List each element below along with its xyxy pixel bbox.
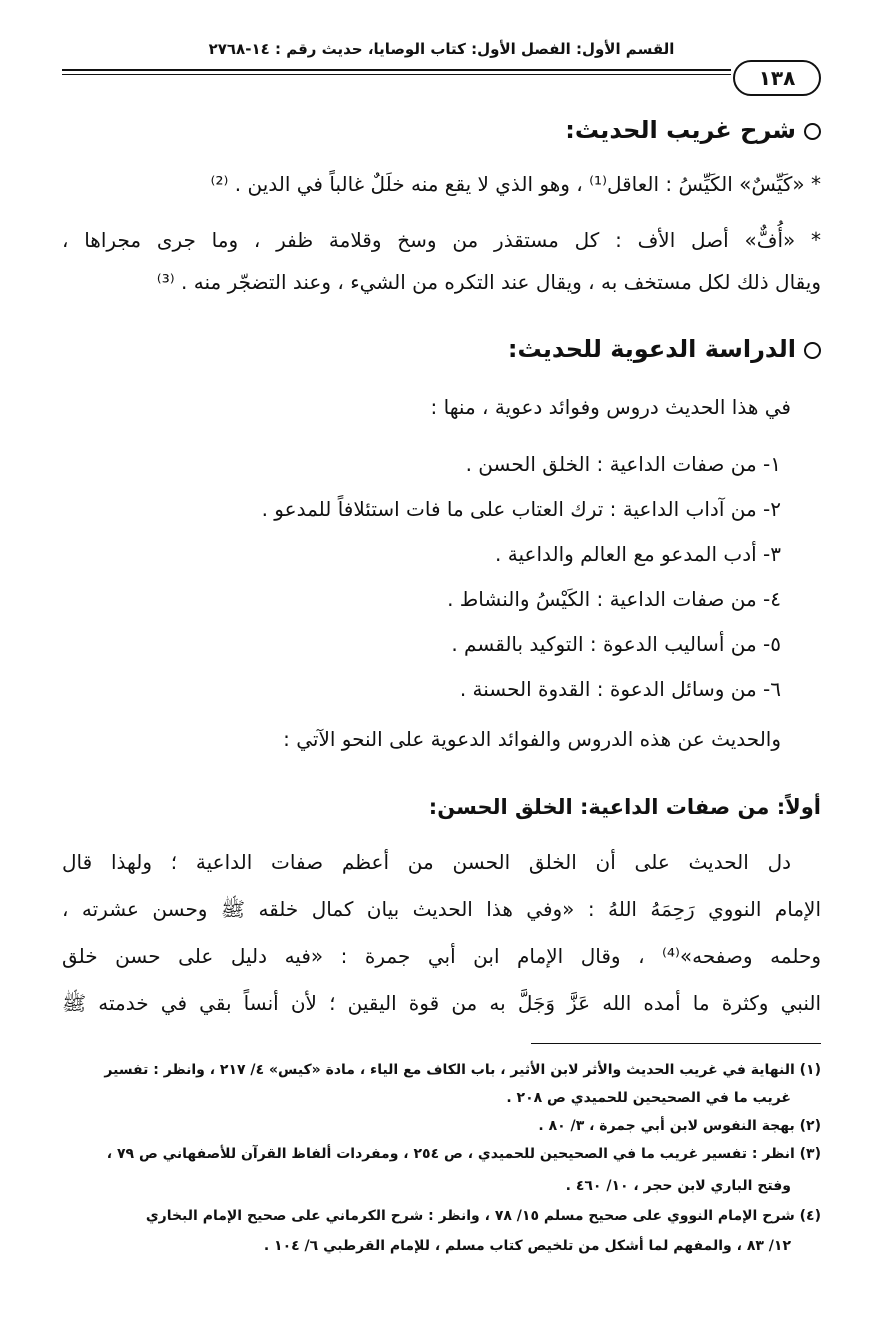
- header-rule: [62, 69, 731, 71]
- footnote-1-cont: غريب ما في الصحيحين للحميدي ص ٢٠٨ .: [506, 1090, 791, 1106]
- footnote-4: (٤) شرح الإمام النووي على صحيح مسلم ١٥/ ٧٨ ، وانظر : شرح الكرماني على صحيح الإمام البخاري: [145, 1208, 821, 1224]
- body-line: ويقال ذلك لكل مستخف به ، ويقال عند التكره من الشيء ، وعند التضجّر منه . ⁽³⁾: [156, 270, 821, 294]
- book-page: [62, 0, 821, 1337]
- body-line: وحلمه وصفحه»⁽⁴⁾ ، وقال الإمام ابن أبي جمرة : «فيه دليل على حسن خلق: [62, 944, 822, 968]
- list-item: ٥- من أساليب الدعوة : التوكيد بالقسم .: [451, 632, 781, 656]
- circle-bullet-icon: [804, 123, 821, 140]
- body-line: دل الحديث على أن الخلق الحسن من أعظم صفات الداعية ؛ ولهذا قال: [62, 850, 791, 874]
- footnote-3: (٣) انظر : تفسير غريب ما في الصحيحين للحميدي ، ص ٢٥٤ ، ومفردات ألفاظ القرآن للأصفهاني ص ٧٩ ،: [106, 1146, 821, 1162]
- page-number: ١٣٨: [733, 60, 821, 96]
- header-rule-thin: [62, 74, 731, 75]
- body-line: * «كَيِّسٌ» الكَيِّسُ : العاقل⁽¹⁾ ، وهو الذي لا يقع منه خلَلٌ غالباً في الدين . ⁽²⁾: [210, 172, 821, 196]
- list-item: ٢- من آداب الداعية : ترك العتاب على ما فات استئلافاً للمدعو .: [261, 497, 781, 521]
- section-heading-dirasa: [508, 335, 821, 363]
- outro-line: والحديث عن هذه الدروس والفوائد الدعوية على النحو الآتي :: [283, 727, 781, 751]
- list-item: ٤- من صفات الداعية : الكَيْسُ والنشاط .: [447, 587, 781, 611]
- list-item: ١- من صفات الداعية : الخلق الحسن .: [465, 452, 781, 476]
- running-head: القسم الأول: الفصل الأول: كتاب الوصايا، حديث رقم : ١٤-٢٧٦٨: [208, 40, 675, 58]
- intro-line: في هذا الحديث دروس وفوائد دعوية ، منها :: [430, 395, 791, 419]
- footnote-3-cont: وفتح الباري لابن حجر ، ١٠/ ٤٦٠ .: [565, 1178, 791, 1194]
- footnote-2: (٢) بهجة النفوس لابن أبي جمرة ، ٣/ ٨٠ .: [538, 1118, 821, 1134]
- body-line: النبي وكثرة ما أمده الله عَزَّ وَجَلَّ به من قوة اليقين ؛ لأن أنساً بقي في خدمته ﷺ: [62, 991, 821, 1015]
- subsection-heading: أولاً: من صفات الداعية: الخلق الحسن:: [428, 795, 821, 819]
- list-item: ٦- من وسائل الدعوة : القدوة الحسنة .: [459, 677, 781, 701]
- footnote-4-cont: ١٢/ ٨٣ ، والمفهم لما أشكل من تلخيص كتاب مسلم ، للإمام القرطبي ٦/ ١٠٤ .: [263, 1238, 791, 1254]
- section-title: شرح غريب الحديث:: [565, 116, 796, 144]
- section-heading-gharib: [565, 116, 821, 144]
- footnote-rule: [531, 1043, 821, 1044]
- body-line: الإمام النووي رَحِمَهُ اللهُ : «وفي هذا الحديث بيان كمال خلقه ﷺ وحسن عشرته ،: [62, 897, 821, 921]
- circle-bullet-icon: [804, 342, 821, 359]
- footnote-1: (١) النهاية في غريب الحديث والأثر لابن الأثير ، باب الكاف مع الياء ، مادة «كيس» ٤/ ٢١٧ ، وانظر : تفسير: [104, 1062, 821, 1078]
- body-line: * «أُفٌّ» أصل الأف : كل مستقذر من وسخ وقلامة ظفر ، وما جرى مجراها ،: [62, 228, 821, 252]
- list-item: ٣- أدب المدعو مع العالم والداعية .: [495, 542, 781, 566]
- section-title: الدراسة الدعوية للحديث:: [507, 335, 796, 363]
